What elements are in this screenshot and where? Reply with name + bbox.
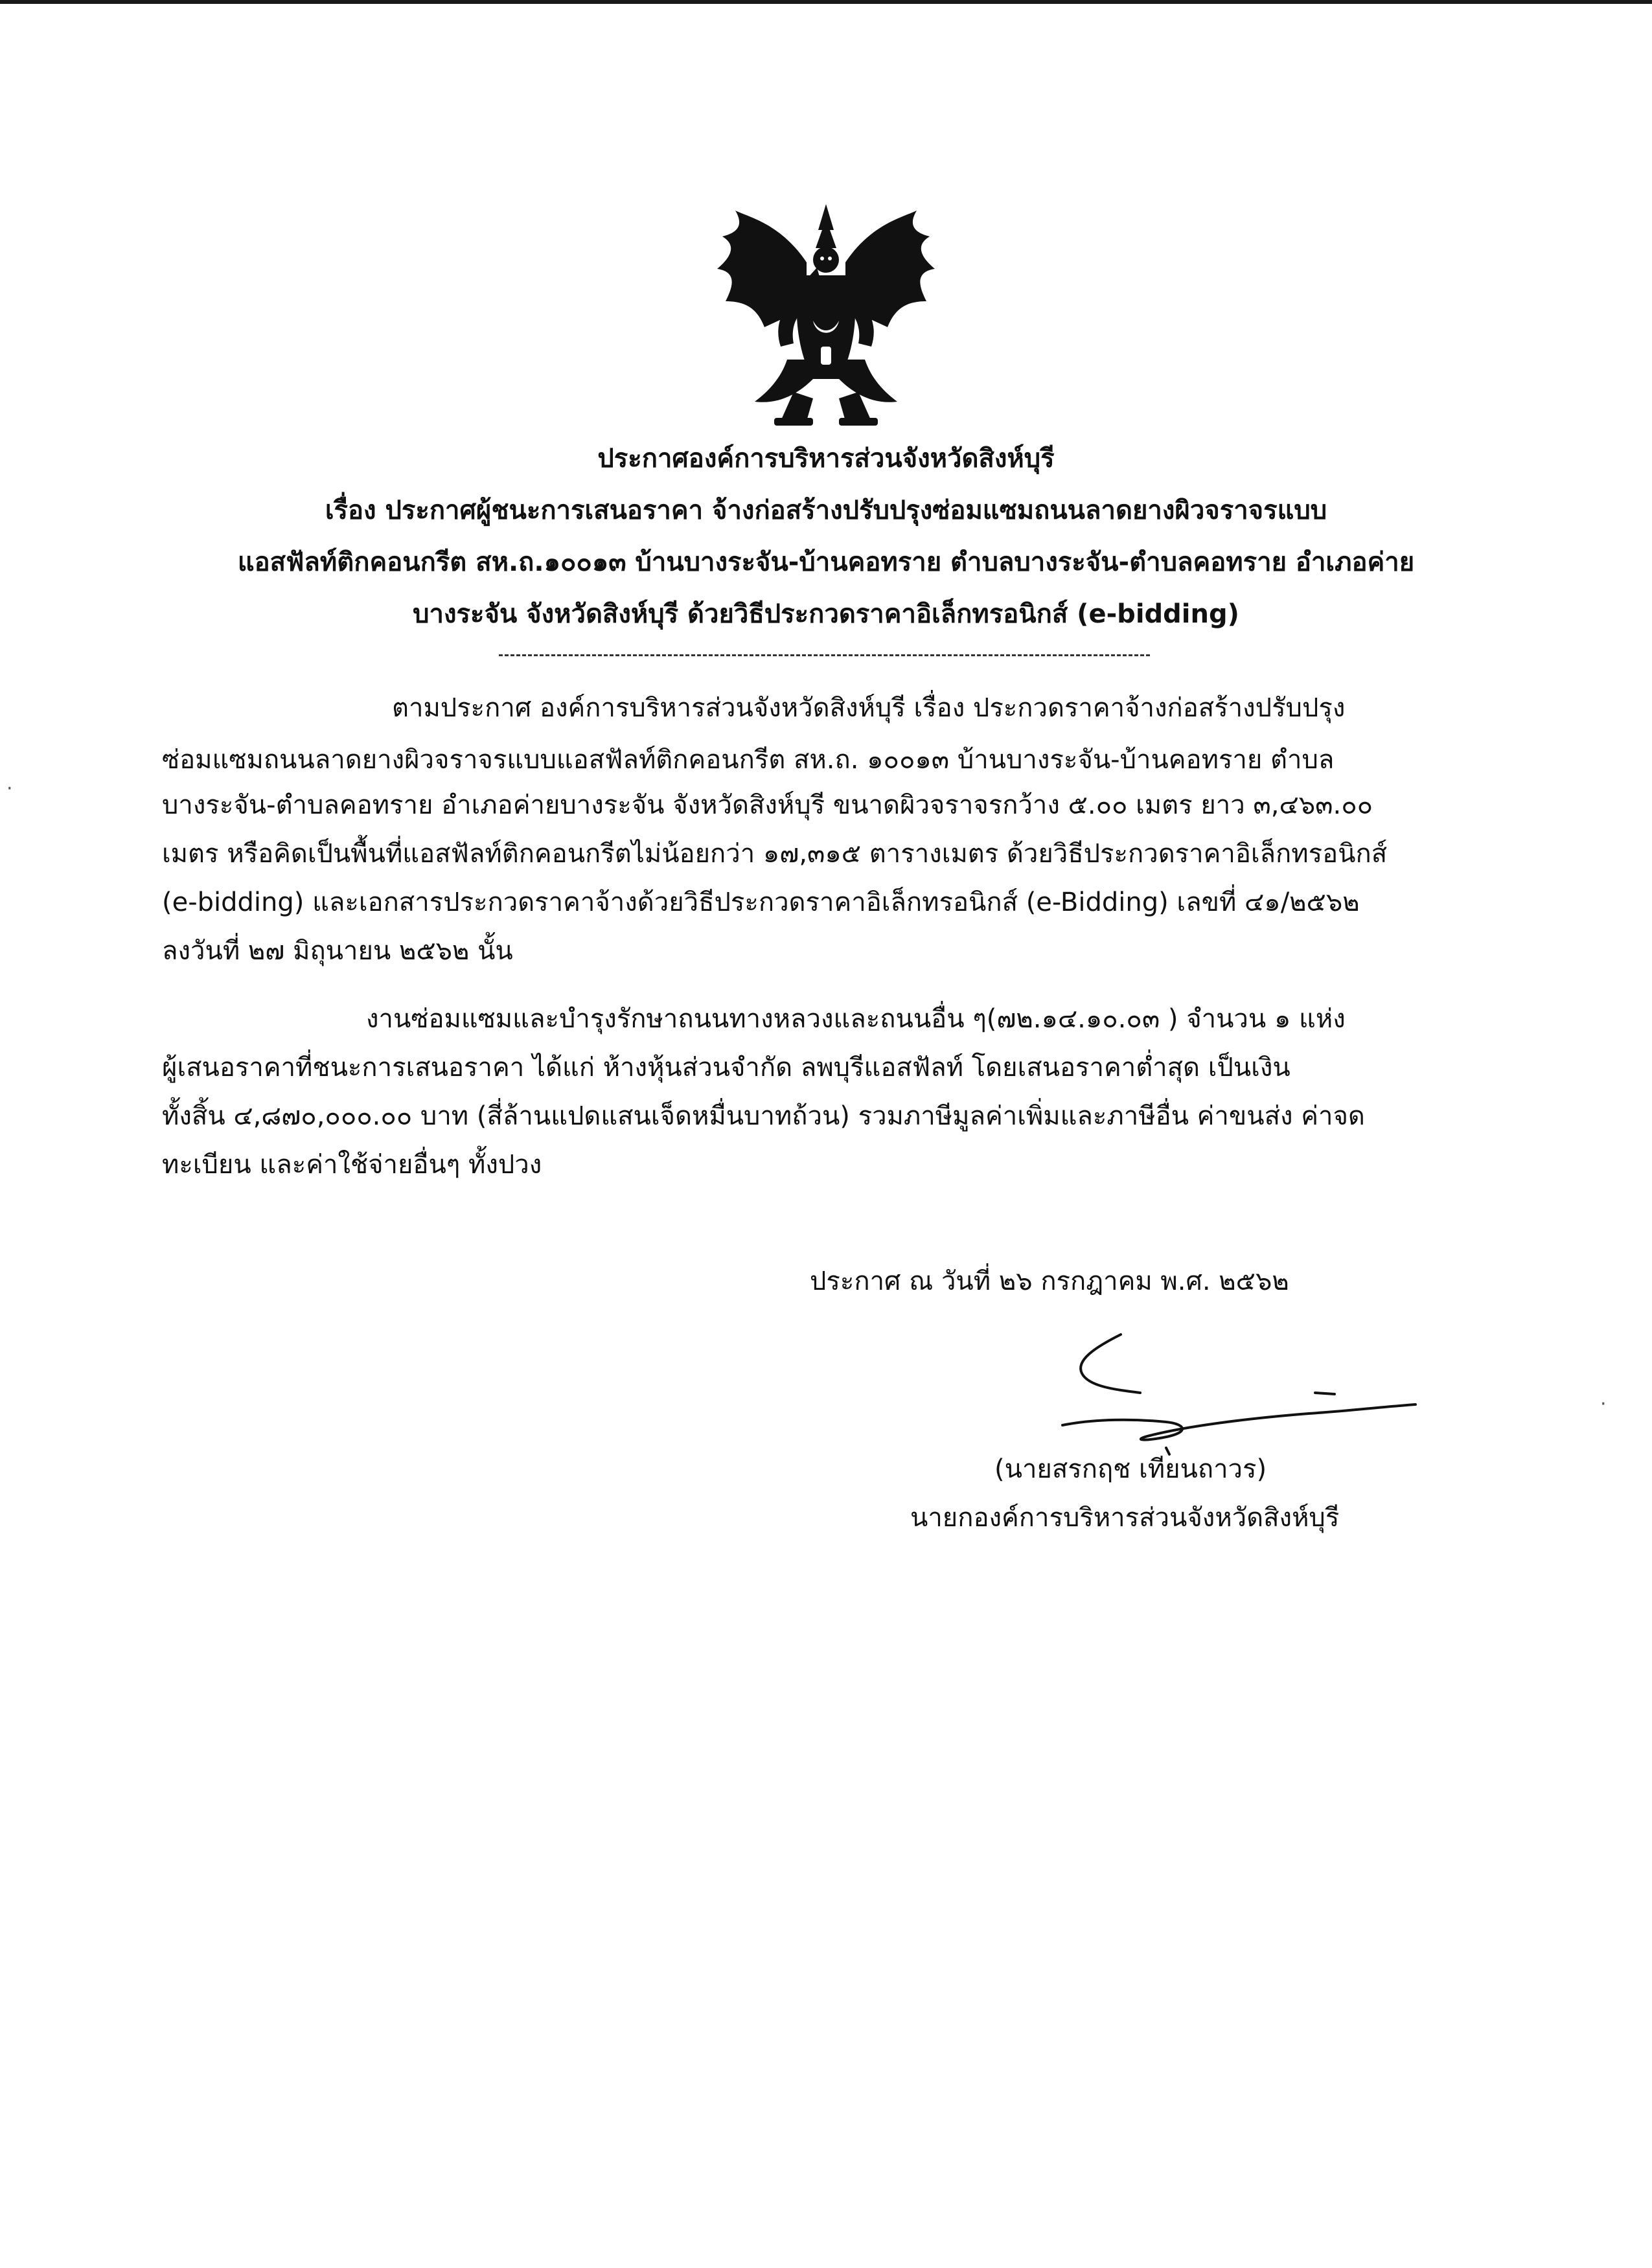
document-title: ประกาศองค์การบริหารส่วนจังหวัดสิงห์บุรี bbox=[597, 444, 1055, 474]
handwritten-signature bbox=[1037, 1322, 1451, 1458]
subject-line-1: เรื่อง ประกาศผู้ชนะการเสนอราคา จ้างก่อสร้างปรับปรุงซ่อมแซมถนนลาดยางผิวจราจรแบบ bbox=[325, 496, 1327, 525]
paragraph-1-line: ลงวันที่ ๒๗ มิถุนายน ๒๕๖๒ นั้น bbox=[162, 936, 513, 966]
paragraph-1-line: (e-bidding) และเอกสารประกวดราคาจ้างด้วยวิธีประกวดราคาอิเล็กทรอนิกส์ (e-Bidding) เลขที่ ๔๑/๒๕๖๒ bbox=[162, 888, 1360, 917]
scan-speck: · bbox=[1600, 1393, 1607, 1415]
paragraph-2-line: ผู้เสนอราคาที่ชนะการเสนอราคา ได้แก่ ห้างหุ้นส่วนจำกัด ลพบุรีแอสฟัลท์ โดยเสนอราคาต่ำสุด เป็นเงิน bbox=[162, 1053, 1291, 1082]
announcement-date: ประกาศ ณ วันที่ ๒๖ กรกฎาคม พ.ศ. ๒๕๖๒ bbox=[810, 1266, 1289, 1296]
paragraph-2-line: ทั้งสิ้น ๔,๘๗๐,๐๐๐.๐๐ บาท (สี่ล้านแปดแสนเจ็ดหมื่นบาทถ้วน) รวมภาษีมูลค่าเพิ่มและภาษีอื่น ค่าขนส่ง ค่าจด bbox=[162, 1101, 1365, 1131]
paragraph-1-line: ซ่อมแซมถนนลาดยางผิวจราจรแบบแอสฟัลท์ติกคอนกรีต สห.ถ. ๑๐๐๑๓ บ้านบางระจัน-บ้านคอทราย ตำบล bbox=[162, 745, 1335, 775]
subject-line-2: แอสฟัลท์ติกคอนกรีต สห.ถ.๑๐๐๑๓ บ้านบางระจัน-บ้านคอทราย ตำบลบางระจัน-ตำบลคอทราย อำเภอค่าย bbox=[237, 547, 1415, 577]
subject-line-3: บางระจัน จังหวัดสิงห์บุรี ด้วยวิธีประกวดราคาอิเล็กทรอนิกส์ (e-bidding) bbox=[413, 599, 1239, 629]
garuda-emblem-icon bbox=[709, 198, 943, 431]
scan-speck: · bbox=[6, 777, 13, 800]
paragraph-1-line: บางระจัน-ตำบลคอทราย อำเภอค่ายบางระจัน จังหวัดสิงห์บุรี ขนาดผิวจราจรกว้าง ๕.๐๐ เมตร ยาว ๓,๔๖๓.๐๐ bbox=[162, 790, 1373, 820]
paragraph-1-line: ตามประกาศ องค์การบริหารส่วนจังหวัดสิงห์บุรี เรื่อง ประกวดราคาจ้างก่อสร้างปรับปรุง bbox=[392, 693, 1346, 723]
signer-title: นายกองค์การบริหารส่วนจังหวัดสิงห์บุรี bbox=[910, 1503, 1340, 1533]
paragraph-2-line: ทะเบียน และค่าใช้จ่ายอื่นๆ ทั้งปวง bbox=[162, 1150, 542, 1180]
header-divider bbox=[499, 654, 1150, 656]
paragraph-2-line: งานซ่อมแซมและบำรุงรักษาถนนทางหลวงและถนนอื่น ๆ(๗๒.๑๔.๑๐.๐๓ ) จำนวน ๑ แห่ง bbox=[366, 1004, 1346, 1034]
paragraph-1-line: เมตร หรือคิดเป็นพื้นที่แอสฟัลท์ติกคอนกรีตไม่น้อยกว่า ๑๗,๓๑๕ ตารางเมตร ด้วยวิธีประกวดราคาอิเล็กทรอนิกส์ bbox=[162, 839, 1388, 869]
signer-name: (นายสรกฤช เทียนถาวร) bbox=[994, 1454, 1267, 1484]
scan-top-edge bbox=[0, 0, 1652, 4]
